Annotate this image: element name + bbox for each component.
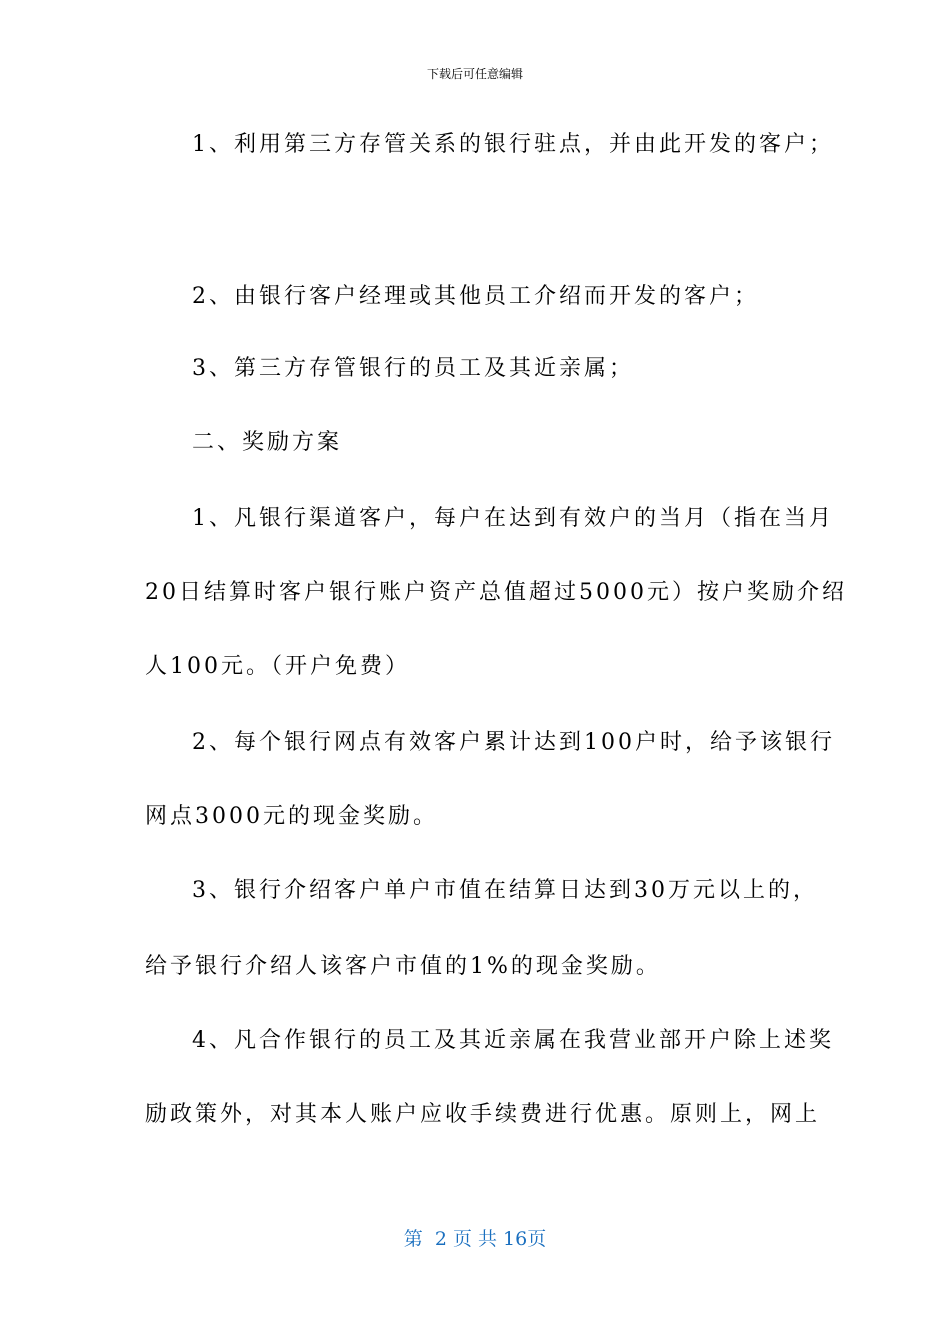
paragraph-line-2: 2、由银行客户经理或其他员工介绍而开发的客户； bbox=[192, 284, 759, 309]
paragraph-line-12: 励政策外，对其本人账户应收手续费进行优惠。原则上，网上 bbox=[145, 1102, 821, 1127]
paragraph-line-10: 给予银行介绍人该客户市值的1%的现金奖励。 bbox=[145, 954, 661, 979]
paragraph-line-1: 1、利用第三方存管关系的银行驻点，并由此开发的客户； bbox=[192, 132, 834, 157]
paragraph-line-8: 网点3000元的现金奖励。 bbox=[145, 804, 438, 829]
paragraph-line-9: 3、银行介绍客户单户市值在结算日达到30万元以上的， bbox=[192, 878, 818, 903]
paragraph-line-7: 2、每个银行网点有效客户累计达到100户时，给予该银行 bbox=[192, 730, 835, 755]
paragraph-line-5: 20日结算时客户银行账户资产总值超过5000元）按户奖励介绍 bbox=[145, 580, 847, 605]
paragraph-line-11: 4、凡合作银行的员工及其近亲属在我营业部开户除上述奖 bbox=[192, 1028, 834, 1053]
paragraph-line-3: 3、第三方存管银行的员工及其近亲属； bbox=[192, 356, 634, 381]
paragraph-line-6: 人100元。（开户免费） bbox=[145, 654, 410, 679]
paragraph-line-4: 1、凡银行渠道客户，每户在达到有效户的当月（指在当月 bbox=[192, 506, 834, 531]
section-heading: 二、奖励方案 bbox=[192, 430, 343, 455]
page-footer: 第 2 页 共 16页 bbox=[403, 1228, 547, 1250]
page-header: 下载后可任意编辑 bbox=[426, 67, 523, 81]
